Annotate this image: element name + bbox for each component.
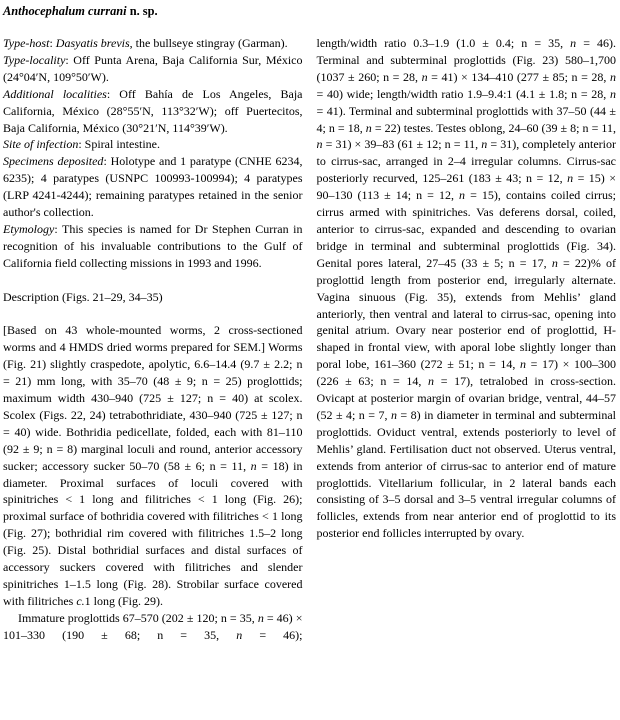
description-paragraph: [Based on 43 whole-mounted worms, 2 cross-sectioned worms and 4 HMDS dried worms prepared for SEM.] Worms (Fig. 21) slightly craspedote, apolytic, 6.6–14.4 (9.7 ± 2.2; n = 21) mm long, with 35–70 (48 ± 9; n = 25) proglottids; maximum width 430–940 (725 ± 127; n = 40) at scolex. Scolex (Figs. 22, 24) tetrabothridiate, 430–940 (725 ± 127; n = 40) wide. Bothridia pedicellate, folded, each with 81–110 (92 ± 9; n = 8) marginal loculi and round, anterior accessory sucker; accessory sucker 50–70 (58 ± 6; n = 11, n = 18) in diameter. Proximal surfaces of loculi covered with spinitriches < 1 long and filitriches < 1 long (Fig. 26); proximal surface of bothridia covered with filitriches < 1 long (Fig. 27); bothridial rim covered with filitriches 1.5–2 long (Fig. 25). Distal bothridial surfaces and distal surfaces of accessory suckers covered with filitriches and slender spinitriches 1–1.5 long (Fig. 28). Strobilar surface covered with filitriches c.1 long (Fig. 29). <box>3 323 303 608</box>
left-column <box>3 35 303 644</box>
type-host-entry: Type-host: Dasyatis brevis, the bullseye stingray (Garman). <box>3 36 288 50</box>
type-locality-entry: Type-locality: Off Punta Arena, Baja California Sur, México (24°04′N, 109°50′W). <box>3 52 303 84</box>
species-title: Anthocephalum currani n. sp. <box>3 4 158 18</box>
description-heading: Description (Figs. 21–29, 34–35) <box>3 289 163 304</box>
specimens-deposited-entry: Specimens deposited: Holotype and 1 paratype (CNHE 6234, 6235); 4 paratypes (USNPC 100993-100994); 4 paratypes (LRP 4241-4244); remaining paratypes retained in the senior author's collection. <box>3 154 303 220</box>
right-column <box>317 35 617 644</box>
site-of-infection-entry: Site of infection: Spiral intestine. <box>3 137 160 152</box>
description-continuation-paragraph: length/width ratio 0.3–1.9 (1.0 ± 0.4; n = 35, n = 46). Terminal and subterminal proglottids (Fig. 23) 580–1,700 (1037 ± 260; n = 28, n = 41) × 134–410 (277 ± 85; n = 28, n = 40) wide; length/width ratio 1.9–9.4:1 (4.1 ± 1.8; n = 28, n = 41). Terminal and subterminal proglottids with 37–50 (44 ± 4; n = 18, n = 22) testes. Testes oblong, 24–60 (39 ± 8; n = 11, n = 31) × 39–83 (61 ± 12; n = 11, n = 31), completely anterior to cirrus-sac, arranged in 2–4 irregular columns. Cirrus-sac posteriorly recurved, 125–261 (183 ± 43; n = 12, n = 15) × 90–130 (113 ± 14; n = 12, n = 15), contains coiled cirrus; cirrus armed with spinitriches. Vas deferens dorsal, coiled, anterior to cirrus-sac, expanded and descending to ovarian bridge in terminal and subterminal proglottids (Fig. 34). Genital pores lateral, 27–45 (33 ± 5; n = 17, n = 22)% of proglottid length from posterior end, irregularly alternate. Vagina sinuous (Fig. 35), extends from Mehlis’ gland anteriorly, then ventral and lateral to cirrus-sac, opening into genital atrium. Ovary near posterior end of proglottid, H-shaped in frontal view, with aporal lobe slightly longer than poral lobe, 161–360 (272 ± 51; n = 14, n = 17) × 100–300 (226 ± 63; n = 14, n = 17), tetralobed in cross-section. Ovicapt at posterior margin of ovarian bridge, ventral, 44–57 (52 ± 4; n = 7, n = 8) in diameter in terminal and subterminal proglottids. Oviduct ventral, extends posteriorly to level of Mehlis’ gland. Fertilisation duct not observed. Uterus ventral, extends from anterior of cirrus-sac to anterior end of mature proglottids. Vitellarium follicular, in 2 lateral bands each consisting of 3–5 dorsal and 3–5 ventral irregular columns of follicles, extends from near anterior end of proglottid to its posterior end follicles interrupted by ovary. <box>316 36 617 541</box>
two-column-layout <box>3 35 616 644</box>
etymology-entry: Etymology: This species is named for Dr Stephen Curran in recognition of his invaluable contributions to the Gulf of California field collecting missions in 1993 and 1996. <box>3 221 303 270</box>
immature-proglottids-paragraph: Immature proglottids 67–570 (202 ± 120; n = 35, n = 46) × 101–330 (190 ± 68; n = 35, n = 46); <box>3 610 303 642</box>
additional-localities-entry: Additional localities: Off Bahía de Los Angeles, Baja California, México (28°55′N, 113°32′W); off Puertecitos, Baja California, México (30°21′N, 114°39′W). <box>3 86 303 135</box>
